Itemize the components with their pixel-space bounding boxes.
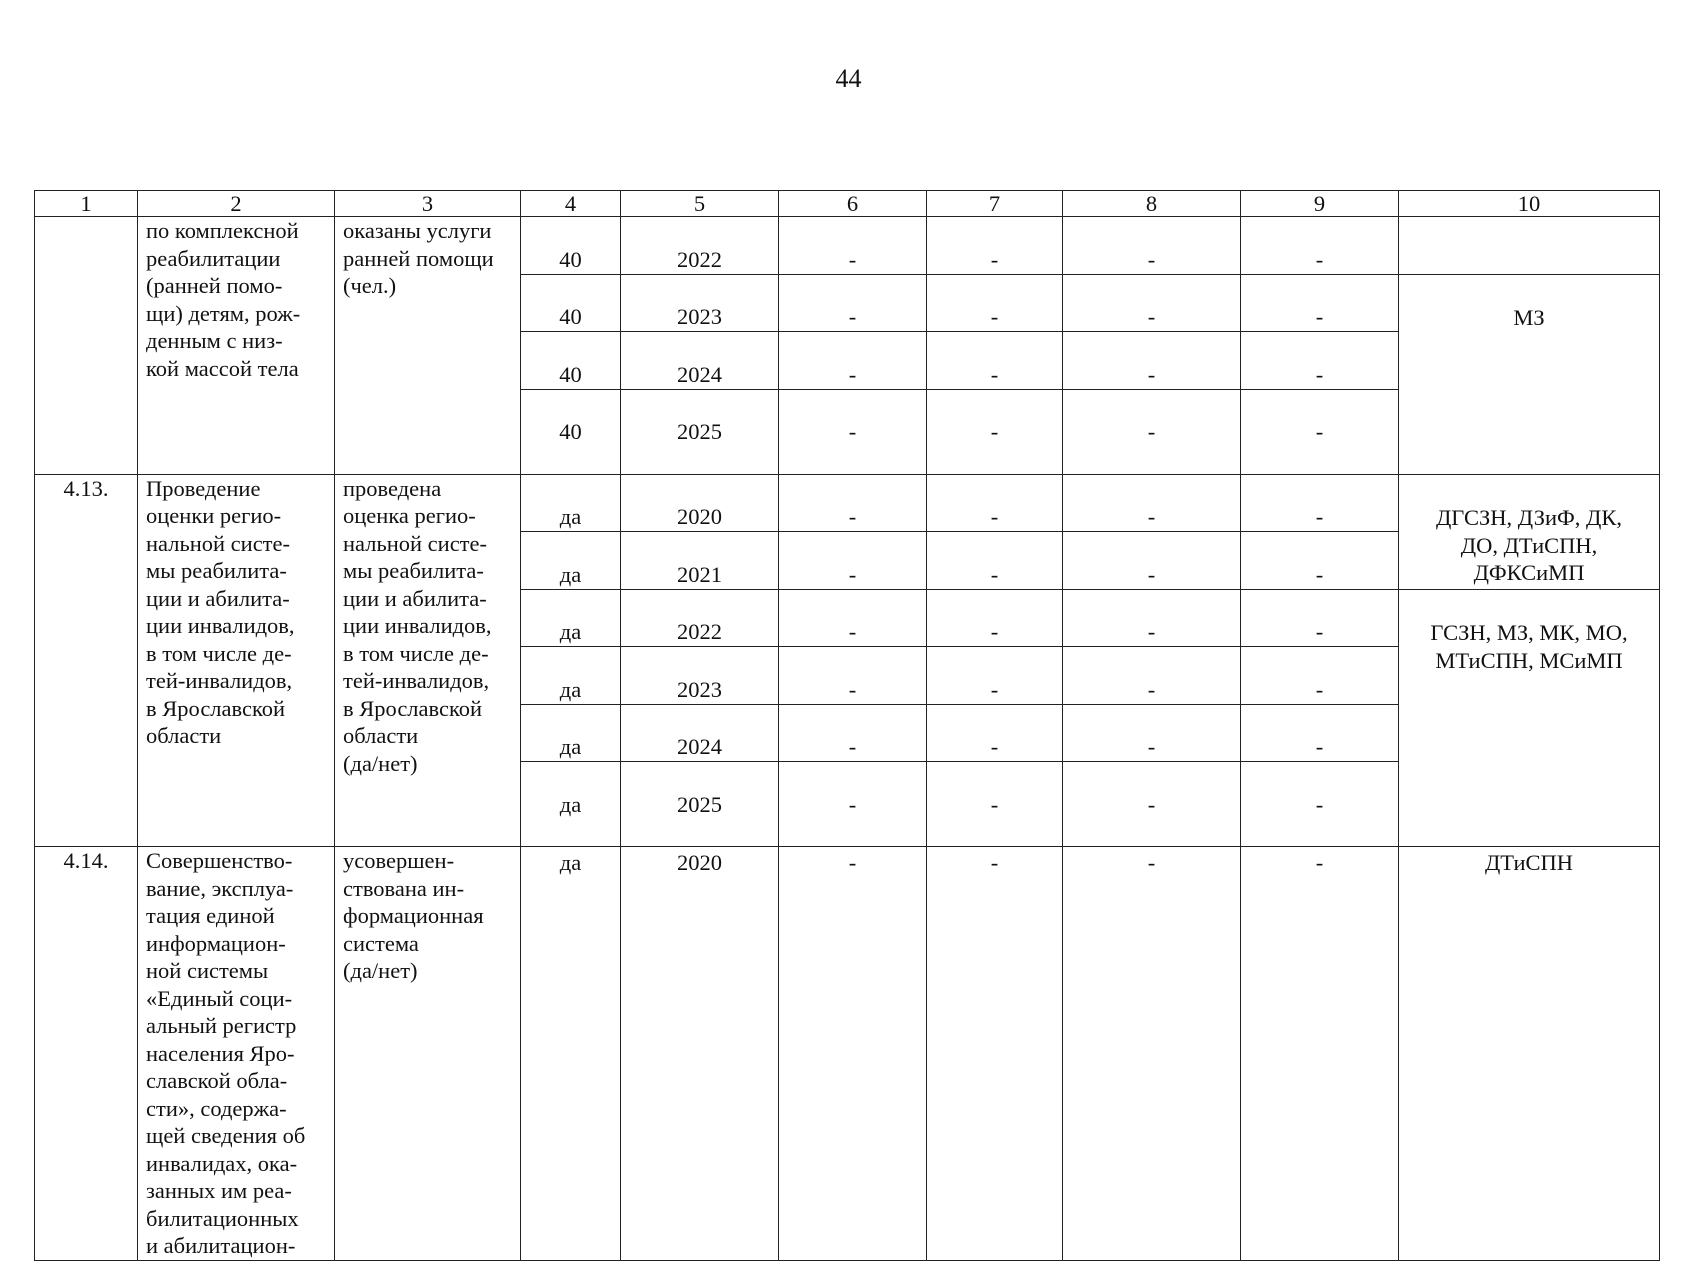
header-col-10: 10 <box>1399 191 1660 217</box>
indicator-value-cell: да <box>521 847 621 1261</box>
col6-cell: - <box>779 847 927 1261</box>
col7-cell: - <box>927 847 1063 1261</box>
indicator-cell: оказаны услуги ранней помощи (чел.) <box>335 217 521 475</box>
executors-cell: ДТиСПН <box>1399 847 1660 1261</box>
dash-line: - <box>1063 560 1240 590</box>
page-number: 44 <box>835 64 862 93</box>
header-col-1: 1 <box>35 191 138 217</box>
dash-line: - <box>1063 360 1240 390</box>
item-number-cell: 4.14. <box>35 847 138 1261</box>
dash-line: - <box>779 360 926 390</box>
dash-line: - <box>1063 675 1240 705</box>
executors-cell <box>1399 474 1660 847</box>
value-line: да <box>521 560 620 590</box>
dash-line: - <box>779 502 926 532</box>
dash-line: - <box>1241 732 1398 762</box>
dash-line: - <box>1241 502 1398 532</box>
dash-line: - <box>1147 791 1156 817</box>
year-line: 2020 <box>621 502 778 532</box>
year-line: 2024 <box>621 360 778 390</box>
indicator-cell: усовершен- ствована ин- формационная система (да/нет) <box>335 847 521 1261</box>
value-line: 40 <box>521 302 620 332</box>
value-line: 40 <box>521 245 620 275</box>
header-col-6: 6 <box>779 191 927 217</box>
header-col-4: 4 <box>521 191 621 217</box>
col8-cell: - <box>1063 847 1241 1261</box>
item-number-cell <box>35 217 138 475</box>
dash-line: - <box>848 419 857 444</box>
year-cell <box>621 217 779 475</box>
dash-line: - <box>927 732 1062 762</box>
dash-line: - <box>1063 302 1240 332</box>
dash-line: - <box>779 245 926 275</box>
col6-cell <box>779 474 927 847</box>
table-row <box>35 847 1660 1261</box>
col8-cell <box>1063 217 1241 475</box>
indicator-values-cell <box>521 217 621 475</box>
value-line: да <box>559 791 582 817</box>
executors-cell <box>1399 217 1660 475</box>
year-line: 2022 <box>621 617 778 647</box>
value-line: да <box>521 502 620 532</box>
dash-line: - <box>1315 419 1324 444</box>
dash-line: - <box>1241 302 1398 332</box>
value-line: 40 <box>521 360 620 390</box>
value-line: 40 <box>559 419 582 444</box>
header-col-2: 2 <box>138 191 335 217</box>
year-cell: 2020 <box>621 847 779 1261</box>
col9-cell <box>1241 217 1399 475</box>
dash-line: - <box>927 560 1062 590</box>
col9-cell: - <box>1241 847 1399 1261</box>
executors-text: МЗ <box>1513 305 1545 330</box>
dash-line: - <box>779 302 926 332</box>
dash-line: - <box>1063 502 1240 532</box>
executors-municipal-text: ГСЗН, МЗ, МК, МО, МТиСПН, МСиМП <box>1430 620 1628 673</box>
dash-line: - <box>1241 675 1398 705</box>
header-col-9: 9 <box>1241 191 1399 217</box>
dash-line: - <box>927 502 1062 532</box>
col9-cell <box>1241 474 1399 847</box>
dash-line: - <box>779 732 926 762</box>
dash-line: - <box>927 675 1062 705</box>
header-col-8: 8 <box>1063 191 1241 217</box>
col8-cell <box>1063 474 1241 847</box>
year-line: 2021 <box>621 560 778 590</box>
header-col-7: 7 <box>927 191 1063 217</box>
table-row <box>35 474 1660 847</box>
dash-line: - <box>1147 419 1156 444</box>
year-line: 2023 <box>621 302 778 332</box>
item-number-cell: 4.13. <box>35 474 138 847</box>
year-line: 2025 <box>677 419 722 444</box>
executors-regional-text: ДГСЗН, ДЗиФ, ДК, ДО, ДТиСПН, ДФКСиМП <box>1399 502 1659 590</box>
dash-line: - <box>1241 360 1398 390</box>
year-line: 2024 <box>621 732 778 762</box>
dash-line: - <box>990 419 999 444</box>
dash-line: - <box>927 617 1062 647</box>
year-cell <box>621 474 779 847</box>
dash-line: - <box>1063 617 1240 647</box>
dash-line: - <box>927 245 1062 275</box>
table-row <box>35 217 1660 475</box>
measure-name-cell: Совершенство- вание, эксплуа- тация единой информацион- ной системы «Единый соци- альный регистр населения Яро- славской обла- сти», содержа- щей сведения об инвалидах, ока- занных им реа- билитационных и абилитацион- <box>138 847 335 1261</box>
dash-line: - <box>1241 560 1398 590</box>
year-line: 2022 <box>621 245 778 275</box>
column-number-header-row <box>35 191 1660 217</box>
indicator-values-cell <box>521 474 621 847</box>
col7-cell <box>927 474 1063 847</box>
year-line: 2025 <box>677 791 722 817</box>
indicator-cell: проведена оценка регио- нальной систе- мы реабилита- ции и абилита- ции инвалидов, в том числе де- тей-инвалидов, в Ярославской области (да/нет) <box>335 474 521 847</box>
header-col-3: 3 <box>335 191 521 217</box>
dash-line: - <box>848 791 857 817</box>
measure-name-cell: по комплексной реабилитации (ранней помо- щи) детям, рож- денным с низ- кой массой тела <box>138 217 335 475</box>
dash-line: - <box>779 617 926 647</box>
dash-line: - <box>1063 732 1240 762</box>
header-col-5: 5 <box>621 191 779 217</box>
value-line: да <box>521 675 620 705</box>
dash-line: - <box>779 560 926 590</box>
year-line: 2023 <box>621 675 778 705</box>
executors-blank-line <box>1399 245 1659 275</box>
dash-line: - <box>1241 245 1398 275</box>
dash-line: - <box>1063 245 1240 275</box>
measure-name-cell: Проведение оценки регио- нальной систе- мы реабилита- ции и абилита- ции инвалидов, в том числе де- тей-инвалидов, в Ярославской области <box>138 474 335 847</box>
measures-table <box>34 190 1660 1261</box>
dash-line: - <box>990 791 999 817</box>
col6-cell <box>779 217 927 475</box>
col7-cell <box>927 217 1063 475</box>
dash-line: - <box>1315 791 1324 817</box>
value-line: да <box>521 617 620 647</box>
dash-line: - <box>927 302 1062 332</box>
dash-line: - <box>779 675 926 705</box>
value-line: да <box>521 732 620 762</box>
dash-line: - <box>927 360 1062 390</box>
dash-line: - <box>1241 617 1398 647</box>
